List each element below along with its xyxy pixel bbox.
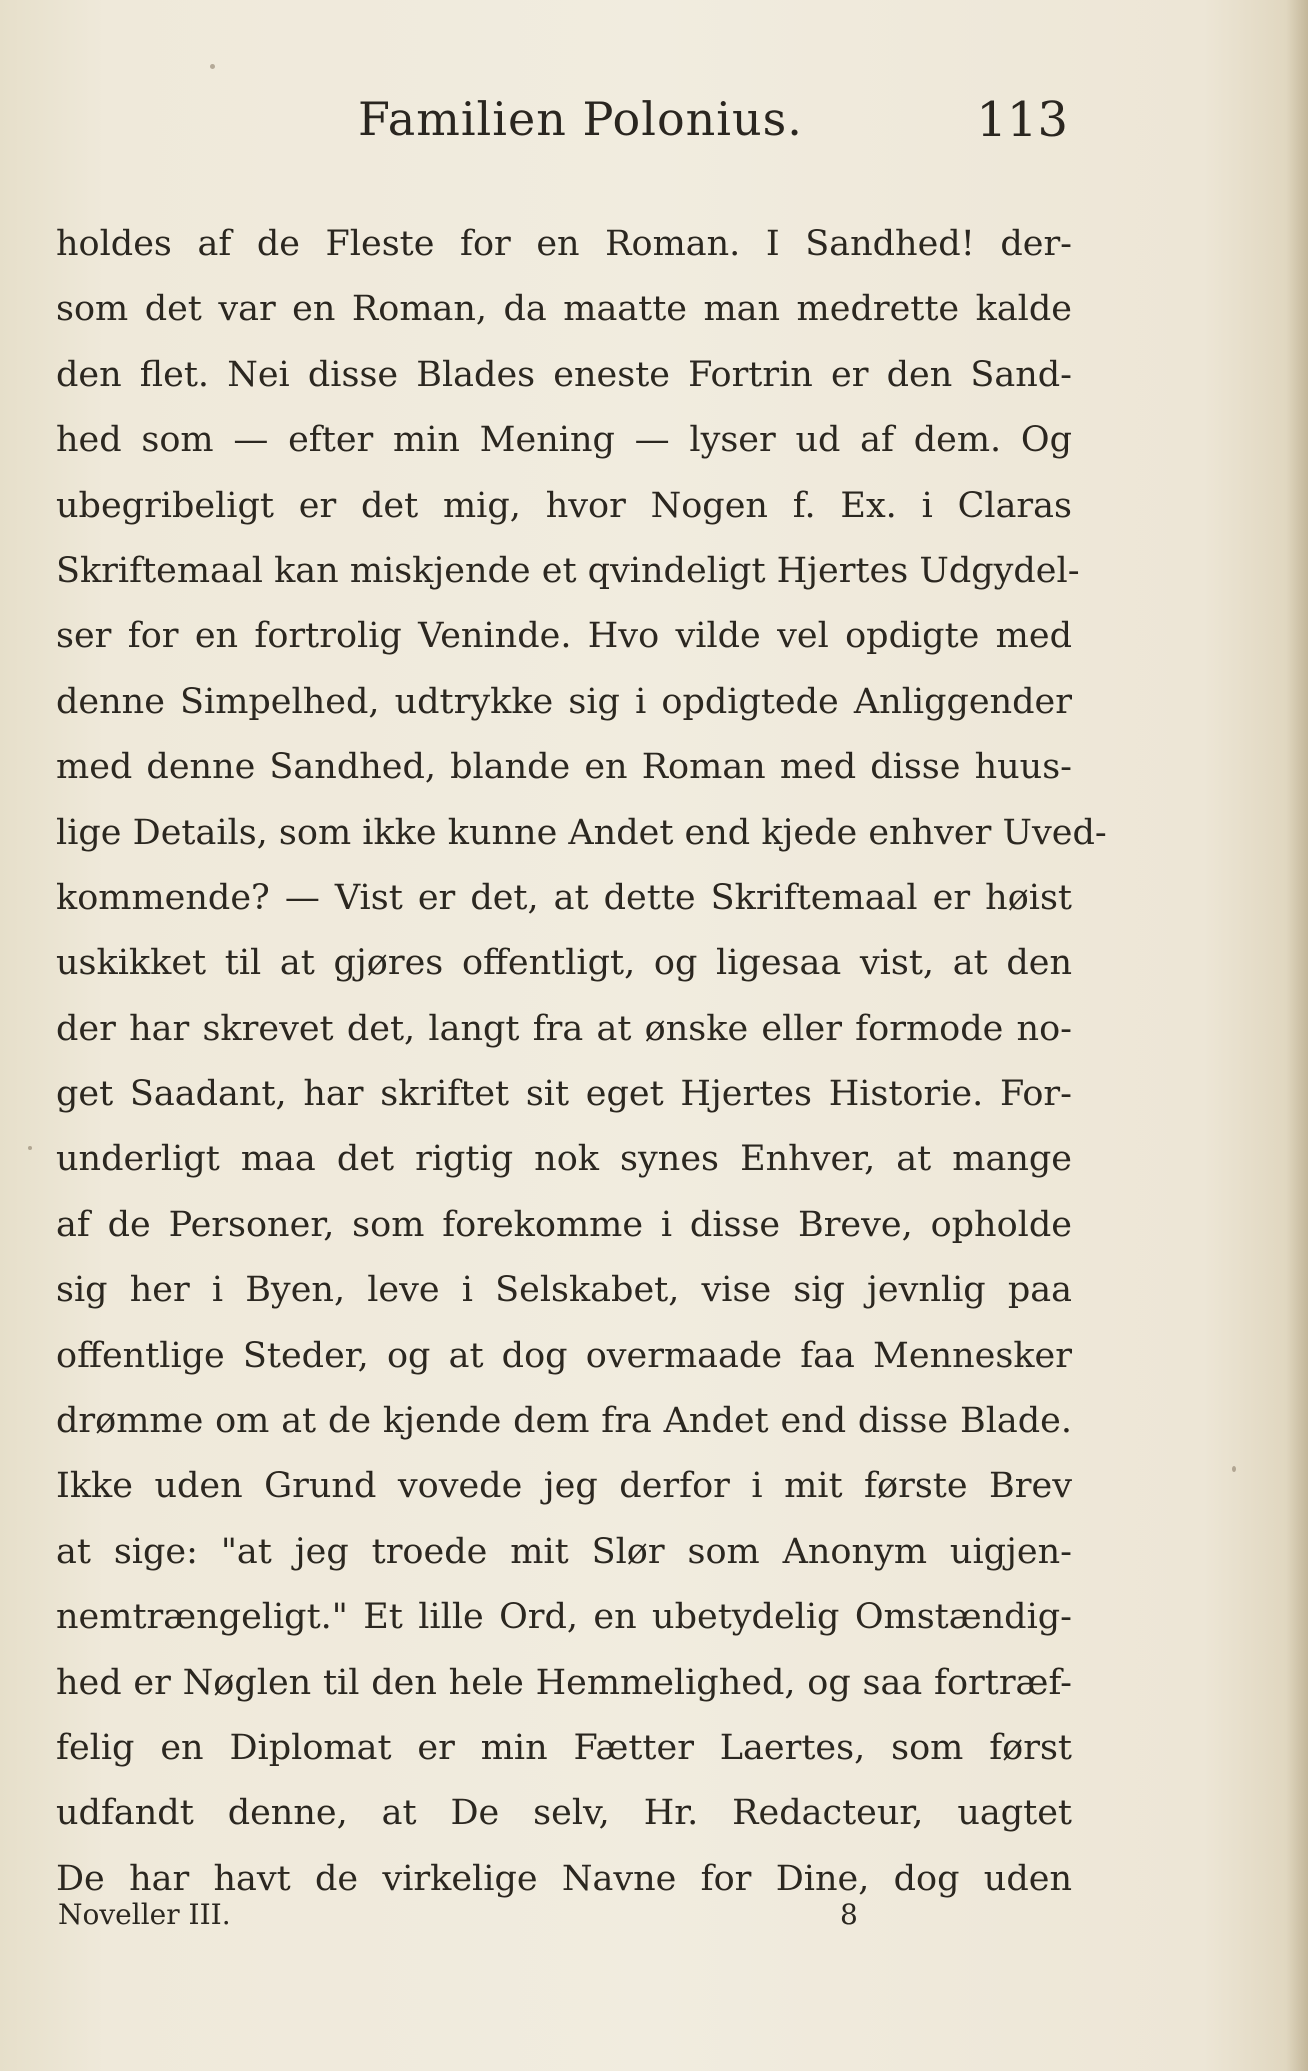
running-title: Familien Polonius. — [358, 92, 803, 146]
text-line: at sige: "at jeg troede mit Slør som Anonym uigjen- — [56, 1531, 1072, 1572]
text-line: som det var en Roman, da maatte man medrette kalde — [56, 289, 1072, 330]
text-line: underligt maa det rigtig nok synes Enhver, at mange — [56, 1139, 1072, 1180]
text-line: sig her i Byen, leve i Selskabet, vise sig jevnlig paa — [56, 1270, 1072, 1311]
paper-speck — [1232, 1466, 1236, 1472]
text-line: De har havt de virkelige Navne for Dine, dog uden — [56, 1858, 1072, 1899]
running-head — [58, 92, 1068, 162]
text-line: Ikke uden Grund vovede jeg derfor i mit første Brev — [56, 1466, 1072, 1507]
text-line: kommende? — Vist er det, at dette Skriftemaal er høist — [56, 877, 1072, 918]
text-line: offentlige Steder, og at dog overmaade faa Mennesker — [56, 1335, 1072, 1376]
paper-speck — [28, 1146, 32, 1150]
text-line: den flet. Nei disse Blades eneste Fortrin er den Sand- — [56, 354, 1072, 395]
text-line: udfandt denne, at De selv, Hr. Redacteur, uagtet — [56, 1793, 1072, 1834]
signature-title: Noveller III. — [58, 1898, 231, 1931]
text-line: der har skrevet det, langt fra at ønske eller formode no- — [56, 1008, 1072, 1049]
text-line: nemtrængeligt." Et lille Ord, en ubetydelig Omstændig- — [56, 1597, 1072, 1638]
text-line: lige Details, som ikke kunne Andet end kjede enhver Uved- — [56, 812, 1107, 853]
text-line: get Saadant, har skriftet sit eget Hjertes Historie. For- — [56, 1074, 1072, 1115]
text-line: af de Personer, som forekomme i disse Breve, opholde — [56, 1204, 1072, 1245]
text-line: drømme om at de kjende dem fra Andet end disse Blade. — [56, 1401, 1072, 1442]
text-line: ser for en fortrolig Veninde. Hvo vilde vel opdigte med — [56, 616, 1072, 657]
body-text — [56, 212, 1107, 1912]
page-number: 113 — [976, 92, 1068, 148]
text-line: uskikket til at gjøres offentligt, og ligesaa vist, at den — [56, 943, 1072, 984]
signature-mark: 8 — [840, 1898, 858, 1931]
paper-speck — [210, 64, 215, 69]
page-footer — [58, 1898, 1068, 1938]
text-line: holdes af de Fleste for en Roman. I Sandhed! der- — [56, 224, 1072, 264]
text-line: denne Simpelhed, udtrykke sig i opdigtede Anliggender — [56, 681, 1072, 722]
text-line: hed er Nøglen til den hele Hemmelighed, og saa fortræf- — [56, 1662, 1072, 1703]
text-line: ubegribeligt er det mig, hvor Nogen f. Ex. i Claras — [56, 485, 1072, 526]
text-line: felig en Diplomat er min Fætter Laertes, som først — [56, 1727, 1072, 1768]
text-line: hed som — efter min Mening — lyser ud af dem. Og — [56, 420, 1072, 461]
text-line: Skriftemaal kan miskjende et qvindeligt Hjertes Udgydel- — [56, 550, 1080, 591]
text-line: med denne Sandhed, blande en Roman med disse huus- — [56, 747, 1072, 788]
